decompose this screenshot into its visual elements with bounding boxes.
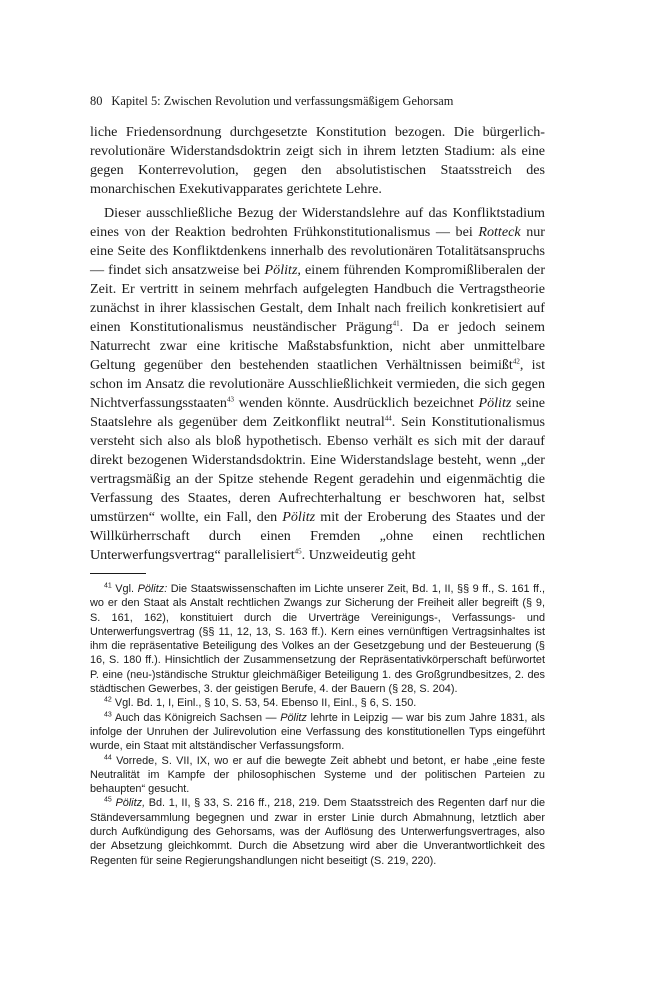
text-run: . Sein Konstitutionalismus versteht sich also als bloß hypothetisch. Ebenso verhält es sich mit der darauf direkt bezogenen Widerstandsdoktrin. Eine Widerstandslage besteht, wenn „der vertragsmäßig an der Spitze stehende Regent geradehin und eigenmächtig die Verfassung des Staates, deren Aufrechterhaltung er beschworen hat, selbst umstürzen“ wollte, ein Fall, den (90, 414, 545, 525)
text-run: . Unzweideutig geht (301, 547, 416, 563)
paragraph (90, 123, 545, 199)
footnote (90, 582, 545, 696)
footnote (90, 754, 545, 797)
text-run: wenden könnte. Ausdrücklich bezeichnet (233, 395, 479, 411)
text-run: Vgl. Bd. 1, I, Einl., § 10, S. 53, 54. Ebenso II, Einl., § 6, S. 150. (111, 697, 417, 710)
text-run: Bd. 1, II, § 33, S. 216 ff., 218, 219. Dem Staatsstreich des Regenten darf nur die Ständeversammlung begegnen und zwar in erster Linie durch Abmahnung, letztlich aber durch Aufkündigung des Gehorsams, was der Auflösung des Unterwerfungsvertrages, also der Absetzung gleichkommt. Durch die Absetzung wird aber die Unverantwortlichkeit des Regenten für seine Regierungshandlungen nicht beseitigt (S. 219, 220). (90, 797, 545, 867)
italic-name: Pölitz: (137, 583, 168, 595)
footnote-marker: 44 (384, 414, 392, 423)
text-run: nur eine Seite des Konfliktdenkens innerhalb des revolutionären Totalitätsanspruchs — findet sich ansatzweise bei (90, 224, 545, 278)
italic-name: Pölitz (282, 509, 316, 525)
footnote-separator (90, 573, 146, 574)
footnote-marker: 43 (226, 395, 234, 404)
footnote-marker: 41 (104, 582, 112, 590)
text-run: Die Staatswissenschaften im Lichte unserer Zeit, Bd. 1, II, §§ 9 ff., S. 161 ff., wo er den Staat als Anstalt rechtlichen Zwangs zur Sicherung der Freiheit aller begreift (§ 9, S. 161, 162), konstituiert durch die Urverträge Vereinigungs-, Verfassungs- und Unterwerfungsvertrag (§§ 11, 12, 13, S. 163 ff.). Kern eines vernünftigen Vertragsinhaltes ist ihm die repräsentative Beteiligung des Volkes an der Gesetzgebung und der Besteuerung (§ 16, S. 180 ff.). Hinsichtlich der Zusammensetzung der Repräsentativkörperschaft befürwortet P. eine (neu-)ständische Struktur gleichmäßiger Beteiligung 1. des Großgrundbesitzes, 2. des städtischen Gewerbes, 3. der geistigen Berufe, 4. der Bauern (§ 28, S. 204). (90, 583, 545, 696)
text-run: Vorrede, S. VII, IX, wo er auf die bewegte Zeit abhebt und betont, er habe „eine feste Neutralität im Kampfe der philosophischen Systeme und der politischen Parteien zu behaupten“ gesucht. (90, 754, 545, 796)
text-run: lehrte in Leipzig — war bis zum Jahre 1831, als infolge der Unruhen der Julirevolution eine Verfassung des konstitutionellen Typs eingeführt wurde, ein Staat mit altständischer Verfassungsform. (90, 711, 545, 753)
text-run: Vgl. (111, 583, 138, 595)
footnote-marker: 45 (294, 547, 302, 556)
text-run: Dieser ausschließliche Bezug der Widerstandslehre auf das Konfliktstadium eines von der Reaktion bedrohten Frühkonstitutionalismus — bei (90, 205, 545, 240)
page-number: 80 (90, 94, 103, 108)
footnote-marker: 41 (392, 319, 400, 328)
text-run: einem führenden Kompromißliberalen der Zeit. Er vertritt in seinem mehrfach aufgelegten Handbuch die Vertragstheorie zunächst in ihrer klassischen Gestalt, dem Inhalt nach freilich konkretisiert auf einen Konstitutionalismus neuständischer Prägung (90, 262, 546, 335)
footnote-marker: 45 (104, 796, 112, 804)
text-run: . Da er jedoch seinem Naturrecht zwar eine kritische Maßstabsfunktion, nicht aber unmittelbare Geltung gegenüber den bestehenden staatlichen Verhältnissen beimißt (90, 319, 545, 373)
italic-name: Rotteck (478, 224, 521, 240)
italic-name: Pölitz, (264, 262, 301, 278)
footnote (90, 796, 545, 867)
text-run: , ist schon im Ansatz die revolutionäre Ausschließlichkeit vermieden, die sich gegen Nichtverfassungsstaaten (90, 357, 545, 411)
paragraph (90, 204, 545, 565)
italic-name: Pölitz, (115, 797, 146, 810)
footnote (90, 711, 545, 754)
italic-name: Pölitz (280, 711, 307, 724)
footnote-marker: 44 (104, 753, 112, 761)
footnote-marker: 42 (512, 357, 520, 366)
footnote (90, 696, 545, 710)
footnote-marker: 43 (104, 711, 112, 719)
text-run: liche Friedensordnung durchgesetzte Konstitution bezogen. Die bürgerlich-revolutionäre Widerstandsdoktrin zeigt sich in ihrem letzten Stadium: als eine gegen Konterrevolution, gegen den absolutistischen Staatsstreich des monarchischen Exekutivapparates gerichtete Lehre. (90, 124, 545, 197)
text-run: Auch das Königreich Sachsen — (111, 711, 281, 724)
italic-name: Pölitz (478, 395, 512, 411)
footnotes (90, 582, 545, 868)
footnote-marker: 42 (104, 696, 112, 704)
text-run: mit der Eroberung des Staates und der Willkürherrschaft durch einen Fremden „ohne einen rechtlichen Unterwerfungsvertrag“ parallelisiert (90, 509, 545, 563)
text-run: seine Staatslehre als gegenüber dem Zeitkonflikt neutral (90, 395, 546, 430)
running-header (90, 92, 545, 110)
body-text (90, 123, 545, 565)
book-page (90, 92, 545, 868)
running-title: Kapitel 5: Zwischen Revolution und verfassungsmäßigem Gehorsam (111, 94, 454, 108)
